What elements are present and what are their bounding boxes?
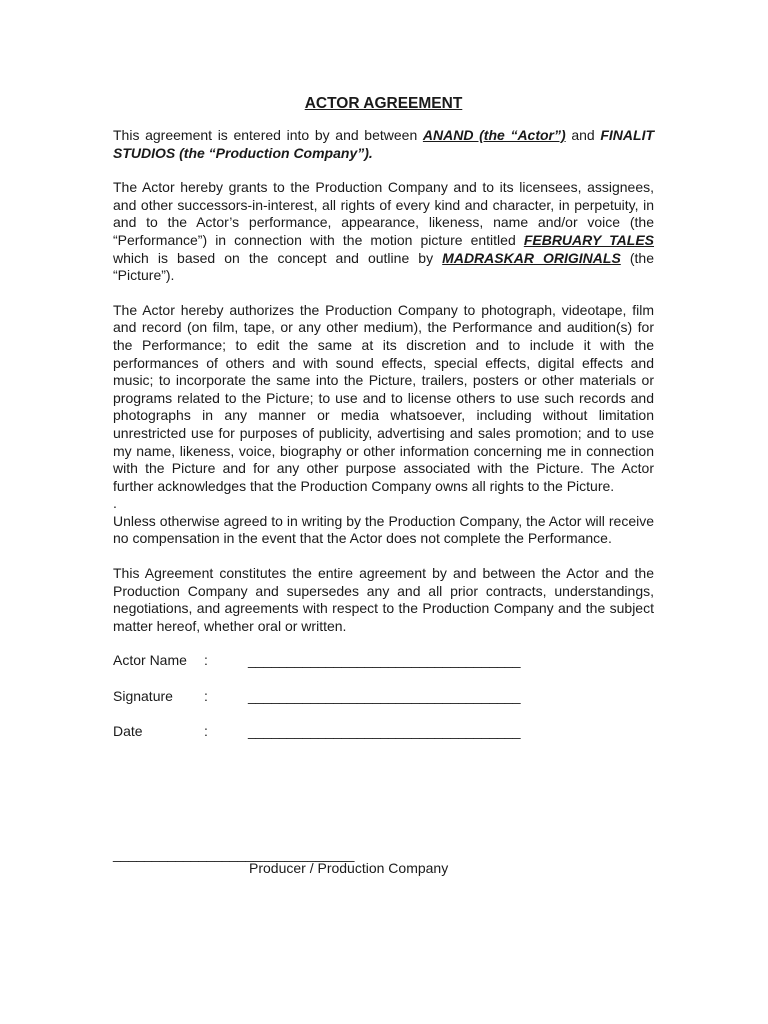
picture-title: FEBRUARY TALES bbox=[523, 231, 655, 248]
field-row-date bbox=[113, 723, 654, 759]
document-title: ACTOR AGREEMENT bbox=[304, 95, 463, 112]
field-label: Signature bbox=[113, 687, 173, 704]
producer-label: Producer / Production Company bbox=[249, 860, 449, 876]
date-line[interactable]: ___________________________________ bbox=[248, 723, 521, 740]
grant-text-3: (the “Picture”). bbox=[113, 249, 654, 284]
signature-line[interactable]: ___________________________________ bbox=[248, 687, 521, 704]
compensation-paragraph: Unless otherwise agreed to in writing by the Production Company, the Actor will receive no compensation in the event that the Actor does not complete the Performance. bbox=[113, 512, 654, 547]
company-name: FINALIT STUDIOS (the “Production Company”). bbox=[113, 127, 655, 161]
field-row-actor-name bbox=[113, 652, 654, 688]
agreement-document bbox=[113, 94, 654, 759]
grant-paragraph bbox=[113, 179, 654, 285]
actor-name-line[interactable]: ___________________________________ bbox=[248, 652, 521, 669]
parties-text: This agreement is entered into by and between bbox=[113, 127, 423, 143]
field-label: Date bbox=[113, 723, 143, 740]
field-colon: : bbox=[204, 652, 208, 669]
grant-text-2: which is based on the concept and outline by bbox=[113, 249, 443, 266]
producer-signature-line[interactable]: _______________________________ bbox=[113, 846, 355, 862]
field-colon: : bbox=[204, 723, 208, 740]
entire-agreement-paragraph: This Agreement constitutes the entire agreement by and between the Actor and the Production Company and supersedes any and all prior contracts, understandings, negotiations, and agreements with respect to the Production Company and the subject matter hereof, whether oral or written. bbox=[113, 565, 654, 634]
field-row-signature bbox=[113, 688, 654, 724]
grant-text: The Actor hereby grants to the Production Company and to its licensees, assignees, and other successors-in-interest, all rights of every kind and character, in perpetuity, in and to the Actor’s performance, appearance, likeness, name and/or voice (the “Performance”) in connection with the motion picture entitled bbox=[113, 179, 654, 248]
field-label: Actor Name bbox=[113, 652, 187, 669]
signature-fields bbox=[113, 652, 654, 759]
parties-and: and bbox=[565, 127, 601, 143]
actor-name: ANAND (the “Actor”) bbox=[422, 127, 566, 143]
stray-dot: . bbox=[113, 495, 117, 512]
field-colon: : bbox=[204, 687, 208, 704]
parties-paragraph bbox=[113, 127, 654, 162]
concept-origin: MADRASKAR ORIGINALS bbox=[442, 249, 621, 266]
authorization-paragraph: The Actor hereby authorizes the Production Company to photograph, videotape, film and record (on film, tape, or any other medium), the Performance and audition(s) for the Performance; to edit the same at its discretion and to include it with the performances of others and with sound effects, special effects, digital effects and music; to incorporate the same into the Picture, trailers, posters or other materials or programs related to the Picture; to use and to license others to use such records and photographs in any manner or media whatsoever, including without limitation unrestricted use for purposes of publicity, advertising and sales promotion; and to use my name, likeness, voice, biography or other information concerning me in connection with the Picture and for any other purpose associated with the Picture. The Actor further acknowledges that the Production Company owns all rights to the Picture. bbox=[113, 301, 654, 494]
